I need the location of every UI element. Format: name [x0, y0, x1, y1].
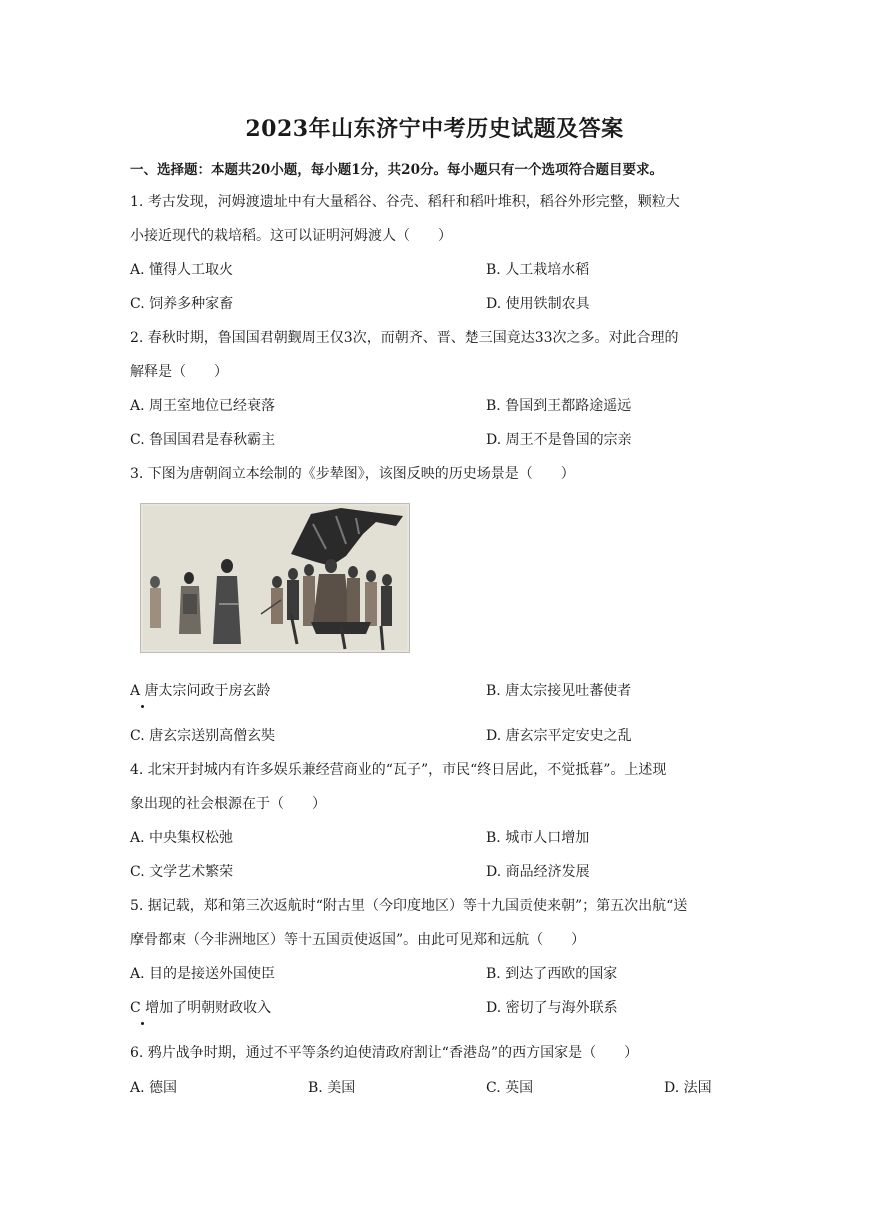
- q4-stem-line-1: 4. 北宋开封城内有许多娱乐兼经营商业的“瓦子”，市民“终日居此，不觉抵暮”。上述现: [130, 762, 667, 778]
- q6-option-d: D. 法国: [664, 1080, 712, 1096]
- q5-option-b: B. 到达了西欧的国家: [486, 966, 618, 982]
- q2-option-b: B. 鲁国到王都路途遥远: [486, 398, 632, 414]
- section-heading: 一、选择题：本题共20小题，每小题1分，共20分。每小题只有一个选项符合题目要求。: [130, 162, 663, 178]
- q5-stem-line-1: 5. 据记载，郑和第三次返航时“附古里（今印度地区）等十九国贡使来朝”；第五次出航“送: [130, 898, 688, 914]
- q6-option-b: B. 美国: [308, 1080, 356, 1096]
- q6-stem-line-1: 6. 鸦片战争时期，通过不平等条约迫使清政府割让“香港岛”的西方国家是（ ）: [130, 1045, 639, 1061]
- q1-option-c: C. 饲养多种家畜: [130, 296, 234, 312]
- q6-option-a: A. 德国: [130, 1080, 178, 1096]
- q2-stem-line-2: 解释是（ ）: [130, 364, 228, 380]
- q5-option-d: D. 密切了与海外联系: [486, 1000, 618, 1016]
- q5-option-c: C 增加了明朝财政收入: [130, 1000, 272, 1016]
- q4-stem-line-2: 象出现的社会根源在于（ ）: [130, 796, 326, 812]
- q3-option-a: A 唐太宗问政于房玄龄: [130, 683, 271, 699]
- q5-option-a: A. 目的是接送外国使臣: [130, 966, 276, 982]
- emphasis-dot: [141, 1022, 144, 1025]
- q6-option-c: C. 英国: [486, 1080, 534, 1096]
- q1-stem-line-2: 小接近现代的栽培稻。这可以证明河姆渡人（ ）: [130, 228, 452, 244]
- q2-stem-line-1: 2. 春秋时期，鲁国国君朝觐周王仅3次，而朝齐、晋、楚三国竟达33次之多。对此合理的: [130, 330, 679, 346]
- q3-option-c: C. 唐玄宗送别高僧玄奘: [130, 728, 276, 744]
- q2-option-c: C. 鲁国国君是春秋霸主: [130, 432, 276, 448]
- q1-option-a: A. 懂得人工取火: [130, 262, 234, 278]
- q3-option-d: D. 唐玄宗平定安史之乱: [486, 728, 632, 744]
- q3-option-b: B. 唐太宗接见吐蕃使者: [486, 683, 632, 699]
- q4-option-c: C. 文学艺术繁荣: [130, 864, 234, 880]
- q2-option-a: A. 周王室地位已经衰落: [130, 398, 276, 414]
- q1-stem-line-1: 1. 考古发现，河姆渡遗址中有大量稻谷、谷壳、稻秆和稻叶堆积，稻谷外形完整，颗粒大: [130, 194, 680, 210]
- q4-option-b: B. 城市人口增加: [486, 830, 590, 846]
- q1-option-b: B. 人工栽培水稻: [486, 262, 590, 278]
- q1-option-d: D. 使用铁制农具: [486, 296, 590, 312]
- q2-option-d: D. 周王不是鲁国的宗亲: [486, 432, 632, 448]
- page-title: 2023年山东济宁中考历史试题及答案: [245, 116, 624, 142]
- painting-image: [140, 503, 410, 653]
- q4-option-a: A. 中央集权松弛: [130, 830, 234, 846]
- q4-option-d: D. 商品经济发展: [486, 864, 590, 880]
- q3-stem-line-1: 3. 下图为唐朝阎立本绘制的《步辇图》，该图反映的历史场景是（ ）: [130, 466, 575, 482]
- emphasis-dot: [141, 705, 144, 708]
- q5-stem-line-2: 摩骨都束（今非洲地区）等十五国贡使返国”。由此可见郑和远航（ ）: [130, 932, 586, 948]
